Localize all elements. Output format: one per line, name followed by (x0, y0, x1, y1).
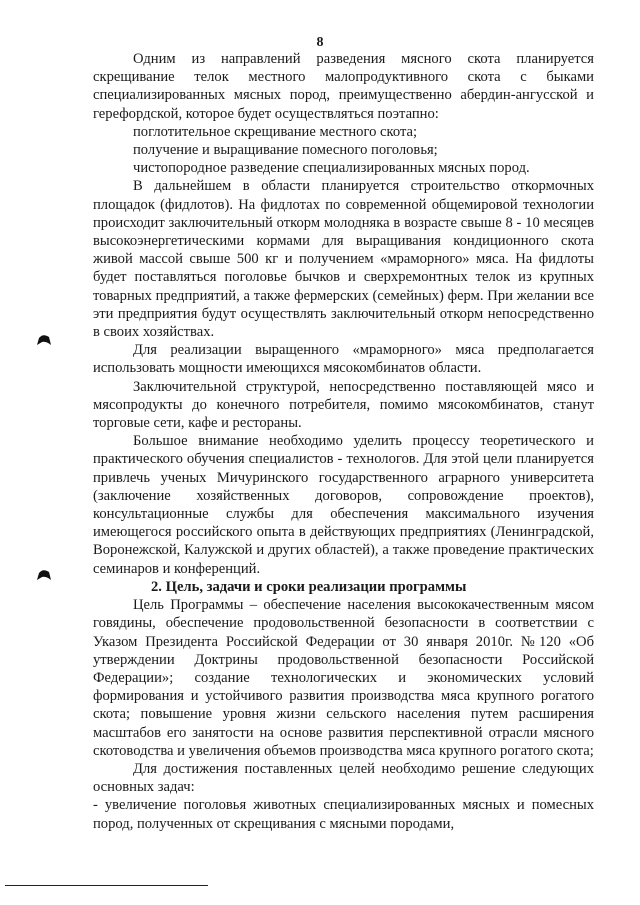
paragraph-meat-processing: Для реализации выращенного «мраморного» мяса предполагается использовать мощности имеющихся мясокомбинатов области. (93, 342, 594, 377)
paragraph-crossbreeding: Одним из направлений разведения мясного скота планируется скрещивание телок местного малопродуктивного скота с быками специализированных мясных пород, преимущественно абердин-ангусской и герефордской, которое будет осуществляться поэтапно: (93, 51, 594, 122)
paragraph-retail: Заключительной структурой, непосредственно поставляющей мясо и мясопродукты до конечного потребителя, помимо мясокомбинатов, станут торговые сети, кафе и рестораны. (93, 378, 594, 432)
paragraph-program-goal: Цель Программы – обеспечение населения высококачественным мясом говядины, обеспечение продовольственной безопасности в соответствии с Указом Президента Российской Федерации от 30 января 2010г. №120 «Об утверждении Доктрины продовольственной безопасности Российской Федерации»; создание технологических и экономических условий формирования и устойчивого развития производства мяса крупного рогатого скота; повышение уровня жизни сельского населения путем расширения масштабов его занятости на основе развития перспективной отрасли мясного скотоводства и увеличения объемов производства мяса крупного рогатого скота; (93, 597, 594, 759)
page-number: 8 (316, 35, 324, 50)
paragraph-training: Большое внимание необходимо уделить процессу теоретического и практического обучения специалистов - технологов. Для этой цели планируется привлечь ученых Мичуринского государственного аграрного университета (заключение хозяйственных договоров, сопровождение проектов), консультационные службы для обеспечения максимального изучения имеющегося российского опыта в действующих предприятиях (Ленинградской, Воронежской, Калужской и других областей), а также проведение практических семинаров и конференций. (93, 433, 594, 577)
document-body (93, 50, 594, 833)
footnote-divider (5, 885, 208, 886)
paragraph-feedlots: В дальнейшем в области планируется строительство откормочных площадок (фидлотов). На фидлотах по современной общемировой технологии происходит заключительный откорм молодняка в возрасте свыше 8 - 10 месяцев высокоэнергетическими кормами для выращивания кондиционного скота живой массой свыше 500 кг и получением «мраморного» мяса. На фидлоты будет поставляться поголовье бычков и сверхремонтных телок из крупных товарных предприятий, а также фермерских (семейных) ферм. При желании все эти предприятия будут осуществлять заключительный откорм непосредственно в своих хозяйствах. (93, 178, 594, 341)
list-item: поглотительное скрещивание местного скота; (133, 123, 418, 140)
list-item: получение и выращивание помесного поголовья; (133, 142, 438, 159)
list-item: чистопородное разведение специализированных мясных пород. (133, 160, 530, 177)
task-item: - увеличение поголовья животных специализированных мясных и помесных пород, полученных от скрещивания с мясными породами, (93, 797, 594, 832)
section-heading: 2. Цель, задачи и сроки реализации программы (151, 578, 467, 595)
paragraph-tasks-intro: Для достижения поставленных целей необходимо решение следующих основных задач: (93, 760, 594, 796)
